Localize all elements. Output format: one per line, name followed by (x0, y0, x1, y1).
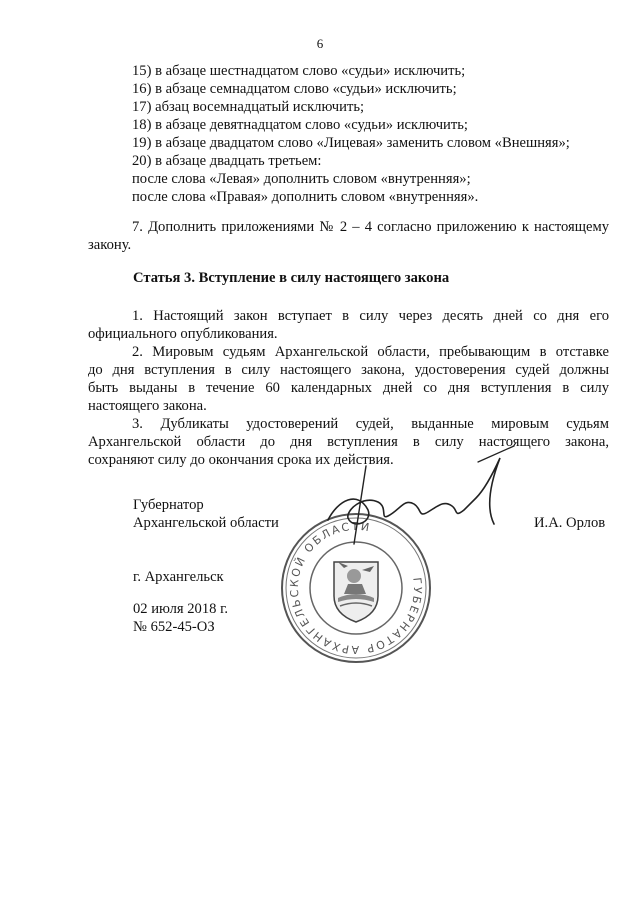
page-number: 6 (316, 36, 324, 51)
article3-p2-line: быть выданы в течение 60 календарных дней со дня вступления в силу (88, 380, 609, 396)
article-heading: Статья 3. Вступление в силу настоящего закона (133, 270, 450, 286)
item7-line1: 7. Дополнить приложениями № 2 – 4 согласно приложению к настоящему (132, 219, 609, 235)
handwritten-signature (318, 440, 518, 560)
article3-p1-line: официального опубликования. (88, 326, 278, 342)
law-number: № 652-45-ОЗ (133, 619, 215, 635)
amendment-item: 19) в абзаце двадцатом слово «Лицевая» заменить словом «Внешняя»; (132, 135, 570, 151)
coat-of-arms-icon (334, 562, 378, 622)
signer-name: И.А. Орлов (534, 515, 606, 531)
amendment-subitem: после слова «Левая» дополнить словом «внутренняя»; (132, 171, 471, 187)
svg-text:ГУБЕРНАТОР АРХАНГЕЛЬСКОЙ ОБЛАС: ГУБЕРНАТОР АРХАНГЕЛЬСКОЙ ОБЛАСТИ (287, 519, 425, 657)
signer-title: Губернатор (133, 497, 204, 513)
signer-title-region: Архангельской области (133, 515, 279, 531)
item7-line2: закону. (88, 237, 132, 253)
amendment-item: 16) в абзаце семнадцатом слово «судьи» исключить; (132, 81, 457, 97)
amendment-item: 15) в абзаце шестнадцатом слово «судьи» исключить; (132, 63, 466, 79)
amendment-subitem: после слова «Правая» дополнить словом «внутренняя». (132, 189, 479, 205)
law-date: 02 июля 2018 г. (133, 601, 229, 617)
article3-p3-line: сохраняют силу до окончания срока их действия. (88, 452, 394, 468)
amendment-item: 20) в абзаце двадцать третьем: (132, 153, 322, 169)
article3-p3-line: Архангельской области до дня вступления в силу настоящего закона, (88, 434, 609, 450)
article3-p2-line: настоящего закона. (88, 398, 207, 414)
city: г. Архангельск (133, 569, 224, 585)
amendment-item: 17) абзац восемнадцатый исключить; (132, 99, 365, 115)
amendment-item: 18) в абзаце девятнадцатом слово «судьи» исключить; (132, 117, 468, 133)
article3-p2-line: до дня вступления в силу настоящего закона, удостоверения судей должны (88, 362, 609, 378)
article3-p1-line: 1. Настоящий закон вступает в силу через десять дней со дня его (132, 308, 609, 324)
article3-p2-line: 2. Мировым судьям Архангельской области, пребывающим в отставке (132, 344, 609, 360)
article3-p3-line: 3. Дубликаты удостоверений судей, выданные мировым судьям (132, 416, 609, 432)
